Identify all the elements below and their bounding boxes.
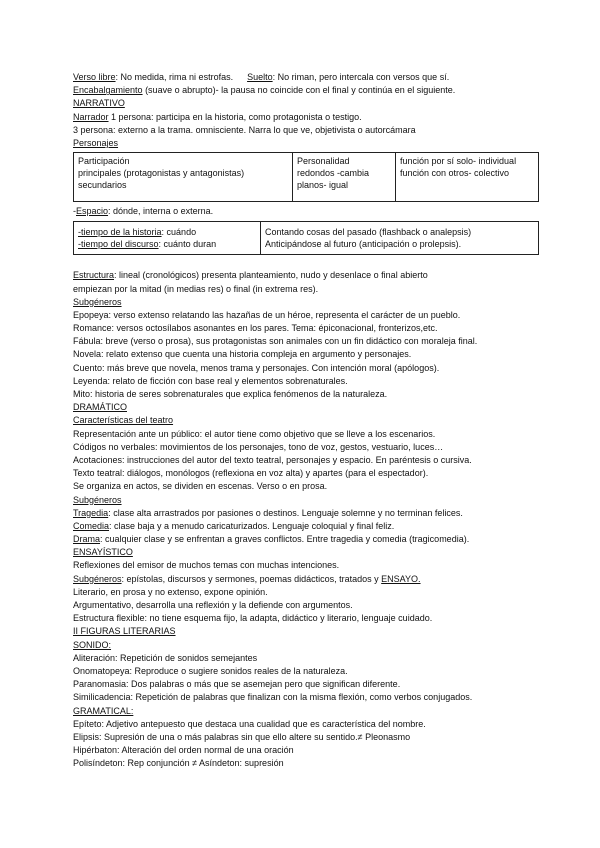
analepsis-text: Contando cosas del pasado (flashback o analepsis) bbox=[265, 227, 472, 238]
argumentativo-line: Argumentativo, desarrolla una reflexión y la defiende con argumentos. bbox=[73, 600, 353, 610]
encabalgamiento-term: Encabalgamiento bbox=[73, 85, 143, 96]
drama-line bbox=[73, 533, 543, 546]
tiempo-discurso-definition: : cuánto duran bbox=[158, 239, 217, 250]
personajes-table bbox=[73, 152, 539, 202]
suelto-definition: : No riman, pero intercala con versos que sí. bbox=[272, 72, 450, 82]
paranomasia-line: Paranomasia: Dos palabras o más que se asemejan pero que significan diferente. bbox=[73, 679, 401, 690]
tiempo-historia bbox=[78, 226, 256, 238]
dramatico-heading: DRAMÁTICO bbox=[73, 402, 127, 413]
actos-line: Se organiza en actos, se dividen en escenas. Verso o en prosa. bbox=[73, 481, 328, 492]
espacio-dash: - bbox=[73, 206, 76, 217]
narrador-line bbox=[73, 111, 543, 124]
espacio-line bbox=[73, 205, 543, 218]
tragedia-term: Tragedia bbox=[73, 507, 109, 518]
narrador-definition: 1 persona: participa en la historia, como protagonista o testigo. bbox=[108, 111, 362, 122]
tragedia-line bbox=[73, 507, 543, 520]
estructura-line-2: empiezan por la mitad (in medias res) o final (in extrema res). bbox=[73, 283, 319, 294]
drama-term: Drama bbox=[73, 534, 101, 545]
caracteristicas-heading: Características del teatro bbox=[73, 415, 174, 426]
mito-line: Mito: historia de seres sobrenaturales que explica fenómenos de la naturaleza. bbox=[73, 389, 388, 399]
estructura-line bbox=[73, 269, 543, 282]
tragedia-definition: : clase alta arrastrados por pasiones o destinos. Lenguaje solemne y no terminan felices. bbox=[108, 507, 463, 518]
encabalgamiento-definition: (suave o abrupto)- la pausa no coincide con el final y continúa en el siguiente. bbox=[142, 85, 456, 96]
ensayistico-subgeneros-definition: : epístolas, discursos y sermones, poemas didácticos, tratados y bbox=[121, 573, 382, 584]
drama-definition: : cualquier clase y se enfrentan a graves conflictos. Entre tragedia y comedia (tragicomedia). bbox=[100, 534, 470, 545]
ensayo-term: ENSAYO. bbox=[381, 573, 421, 584]
comedia-term: Comedia bbox=[73, 520, 110, 531]
tiempo-historia-definition: : cuándo bbox=[161, 227, 197, 238]
cell-text: Personalidad bbox=[297, 156, 350, 167]
acotaciones-line: Acotaciones: instrucciones del autor del texto teatral, personajes y espacio. En paréntesis o cursiva. bbox=[73, 454, 472, 465]
cell-text: función por sí solo- individual bbox=[400, 156, 517, 167]
literario-line: Literario, en prosa y no extenso, expone opinión. bbox=[73, 586, 268, 597]
estructura-definition: : lineal (cronológicos) presenta planteamiento, nudo y desenlace o final abierto bbox=[114, 270, 428, 281]
polisindeton-line: Polisíndeton: Rep conjunción ≠ Asíndeton: supresión bbox=[73, 758, 284, 769]
estructura-flexible-line: Estructura flexible: no tiene esquema fijo, la adapta, didáctico y literario, lenguaje cuidado. bbox=[73, 613, 433, 624]
personalidad-cell bbox=[293, 153, 396, 202]
verso-libre-definition: : No medida, rima ni estrofas. bbox=[115, 72, 234, 82]
narrativo-subgeneros-heading: Subgéneros bbox=[73, 296, 122, 307]
dramatico-subgeneros-heading: Subgéneros bbox=[73, 494, 122, 505]
ensayistico-subgeneros-line bbox=[73, 573, 543, 586]
texto-teatral-line: Texto teatral: diálogos, monólogos (reflexiona en voz alta) y apartes (para el espectador). bbox=[73, 468, 429, 479]
cell-text: planos- igual bbox=[297, 180, 349, 191]
hiperbaton-line: Hipérbaton: Alteración del orden normal de una oración bbox=[73, 745, 294, 756]
tercera-persona-line: 3 persona: externo a la trama. omnisciente. Narra lo que ve, objetivista o autorcámara bbox=[73, 124, 416, 135]
ensayistico-heading: ENSAYÍSTICO bbox=[73, 547, 133, 558]
epopeya-line: Epopeya: verso extenso relatando las hazañas de un héroe, representa el carácter de un pueblo. bbox=[73, 309, 461, 320]
comedia-line bbox=[73, 520, 543, 533]
cell-text: función con otros- colectivo bbox=[400, 168, 510, 179]
similicadencia-line: Similicadencia: Repetición de palabras que finalizan con la misma flexión, como verbos conjugados. bbox=[73, 692, 473, 703]
tiempo-right-cell bbox=[261, 222, 539, 255]
encabalgamiento-line bbox=[73, 84, 543, 97]
verso-libre-line bbox=[73, 71, 543, 84]
funcion-cell bbox=[396, 153, 539, 202]
tiempo-discurso bbox=[78, 238, 256, 250]
document-page bbox=[73, 71, 543, 770]
romance-line: Romance: versos octosílabos asonantes en los pares. Tema: épiconacional, fronterizos,etc. bbox=[73, 323, 438, 334]
prolepsis-text: Anticipándose al futuro (anticipación o prolepsis). bbox=[265, 239, 462, 250]
tiempo-discurso-term: -tiempo del discurso bbox=[78, 239, 159, 250]
onomatopeya-line: Onomatopeya: Reproduce o sugiere sonidos reales de la naturaleza. bbox=[73, 665, 348, 676]
tiempo-historia-term: -tiempo de la historia bbox=[78, 227, 162, 238]
cell-text: redondos -cambia bbox=[297, 168, 370, 179]
leyenda-line: Leyenda: relato de ficción con base real y elementos sobrenaturales. bbox=[73, 375, 348, 386]
verso-libre-term: Verso libre bbox=[73, 72, 116, 82]
narrativo-heading: NARRATIVO bbox=[73, 98, 125, 109]
cell-text: secundarios bbox=[78, 180, 127, 191]
narrador-term: Narrador bbox=[73, 111, 109, 122]
cell-text: Participación bbox=[78, 156, 130, 167]
estructura-term: Estructura bbox=[73, 270, 115, 281]
tiempo-table bbox=[73, 221, 539, 255]
espacio-definition: : dónde, interna o externa. bbox=[108, 206, 214, 217]
ensayistico-subgeneros-term: Subgéneros bbox=[73, 573, 122, 584]
figuras-heading: II FIGURAS LITERARIAS bbox=[73, 626, 176, 637]
codigos-line: Códigos no verbales: movimientos de los personajes, tono de voz, gestos, vestuario, luces… bbox=[73, 441, 444, 452]
fabula-line: Fábula: breve (verso o prosa), sus protagonistas son animales con un fin didáctico con moraleja final. bbox=[73, 336, 478, 347]
reflexiones-line: Reflexiones del emisor de muchos temas con muchas intenciones. bbox=[73, 560, 340, 571]
personajes-heading: Personajes bbox=[73, 137, 119, 148]
suelto-term: Suelto bbox=[247, 72, 273, 82]
espacio-term: Espacio bbox=[76, 206, 109, 217]
participacion-cell bbox=[74, 153, 293, 202]
gramatical-heading: GRAMATICAL: bbox=[73, 705, 134, 716]
tiempo-left-cell bbox=[74, 222, 261, 255]
epiteto-line: Epíteto: Adjetivo antepuesto que destaca una cualidad que es característica del nombre. bbox=[73, 718, 426, 729]
sonido-heading: SONIDO: bbox=[73, 639, 112, 650]
cell-text: principales (protagonistas y antagonistas) bbox=[78, 168, 245, 179]
novela-line: Novela: relato extenso que cuenta una historia compleja en argumento y personajes. bbox=[73, 349, 412, 360]
comedia-definition: : clase baja y a menudo caricaturizados. Lenguaje coloquial y final feliz. bbox=[109, 520, 395, 531]
aliteracion-line: Aliteración: Repetición de sonidos semejantes bbox=[73, 652, 258, 663]
elipsis-line: Elipsis: Supresión de una o más palabras sin que ello altere su sentido.≠ Pleonasmo bbox=[73, 731, 411, 742]
representacion-line: Representación ante un público: el autor tiene como objetivo que se lleve a los escenarios. bbox=[73, 428, 436, 439]
cuento-line: Cuento: más breve que novela, menos trama y personajes. Con intención moral (apólogos). bbox=[73, 362, 440, 373]
